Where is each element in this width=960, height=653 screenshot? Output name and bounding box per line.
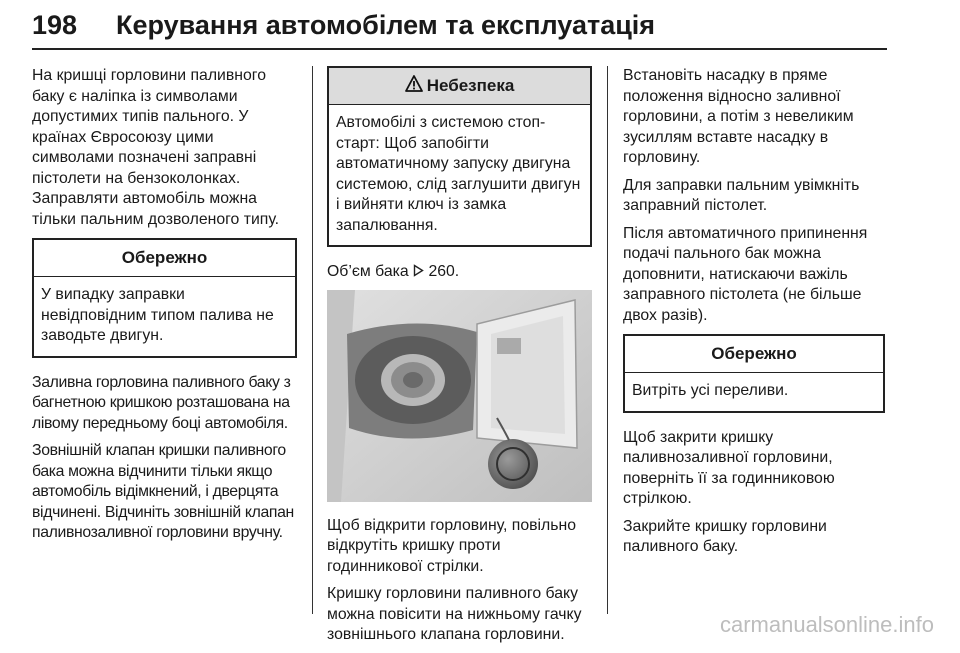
paragraph-open-cap: Щоб відкрити горловину, повільно відкрутіть кришку проти годинникової стрілки. (327, 516, 576, 575)
paragraph-flap-open: Зовнішній клапан кришки паливного бака можна відчинити тільки якщо автомобіль відімкнений, і дверцята відчинені. Відчиніть зовнішній клапан паливнозаливної горловини вручну. (32, 442, 294, 541)
caution-text: У випадку заправки невідповідним типом палива не заводьте двигун. (41, 286, 274, 344)
paragraph-close-flap: Закрийте кришку горловини паливного баку. (623, 517, 827, 555)
column-1 (32, 66, 297, 551)
paragraph-topping-up: Після автоматичного припинення подачі пального бак можна доповнити, натискаючи важіль заправного пістолета (не більше двох разів). (623, 224, 868, 324)
paragraph-start-fueling: Для заправки пальним увімкніть заправний пістолет. (623, 176, 860, 214)
paragraph-fuel-label: На кришці горловини паливного баку є наліпка із символами допустимих типів пального. У країнах Євросоюзу цими символами позначені заправні пістолети на бензоколонках. Заправляти автомобіль можна тільки пальним дозволеного типу. (32, 67, 280, 228)
page-number: 198 (32, 10, 78, 40)
danger-box (327, 66, 592, 247)
column-2 (327, 66, 592, 653)
header-rule (32, 48, 887, 50)
fuel-filler-photo (327, 290, 592, 502)
caution-box-2 (623, 334, 885, 413)
caution-box (32, 238, 297, 358)
paragraph-insert-nozzle: Встановіть насадку в пряме положення відносно заливної горловини, а потім з невеликим зусиллям вставте насадку в горловину. (623, 67, 854, 166)
column-divider-1 (312, 66, 313, 614)
column-3 (623, 66, 885, 565)
caution-title-2: Обережно (625, 336, 883, 373)
paragraph-close-cap: Щоб закрити кришку паливнозаливної горловини, поверніть її за годинниковою стрілкою. (623, 428, 835, 507)
danger-title: Небезпека (426, 76, 515, 95)
danger-header (329, 68, 590, 105)
tank-volume-label: Об’єм бака (327, 263, 409, 280)
caution-title: Обережно (34, 240, 295, 277)
watermark: carmanualsonline.info (719, 612, 934, 637)
danger-text: Автомобілі з системою стоп-старт: Щоб запобігти автоматичному запуску двигуна системою, слід заглушити двигун і вийняти ключ із замка запалювання. (336, 114, 581, 234)
reference-arrow-icon (413, 263, 428, 280)
page-title: Керування автомобілем та експлуатація (116, 10, 656, 40)
paragraph-filler-location: Заливна горловина паливного баку з багнетною кришкою розташована на лівому передньому боці автомобіля. (32, 373, 291, 432)
tank-volume-page-link[interactable]: 260. (428, 263, 460, 280)
paragraph-hang-cap: Кришку горловини паливного баку можна повісити на нижньому гачку зовнішнього клапана горловини. (327, 585, 582, 643)
caution-text-2: Витріть усі переливи. (632, 382, 789, 399)
page-header (32, 6, 887, 52)
column-divider-2 (607, 66, 608, 614)
tank-volume-line (327, 262, 592, 283)
warning-triangle-icon (405, 75, 423, 97)
